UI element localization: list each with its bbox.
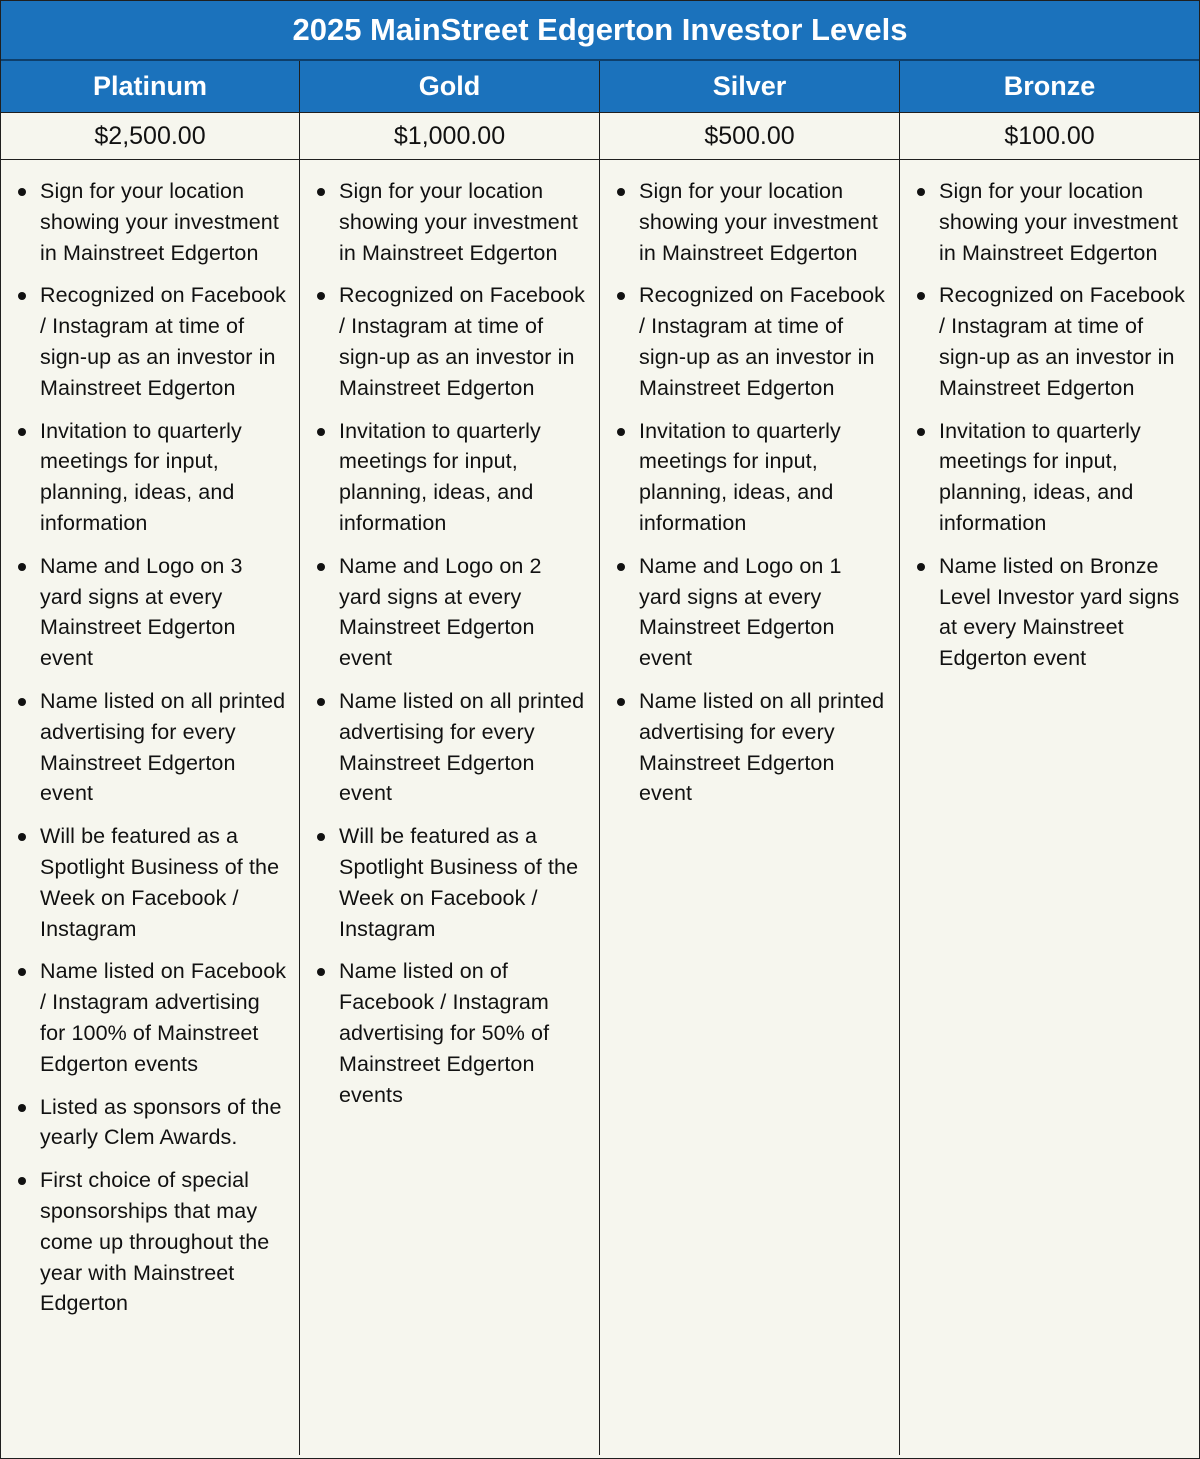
benefit-text: Name listed on Bronze Level Investor yard signs at every Mainstreet Edgerton event [939,553,1180,671]
bullet-icon [317,428,325,436]
benefit-list [315,176,589,1110]
benefit-item [315,416,589,539]
benefit-text: Recognized on Facebook / Instagram at time of sign-up as an investor in Mainstreet Edgerton [939,283,1186,400]
benefit-item [915,416,1189,539]
benefit-item [315,686,589,809]
benefit-text: Name and Logo on 1 yard signs at every Mainstreet Edgerton event [639,553,842,671]
bullet-icon [18,428,26,436]
bullet-icon [617,698,625,706]
benefit-text: Will be featured as a Spotlight Business of the Week on Facebook / Instagram [339,824,579,941]
benefit-text: Invitation to quarterly meetings for input, planning, ideas, and information [939,418,1141,535]
bullet-icon [617,292,625,300]
benefit-list [915,176,1189,674]
benefit-item [16,416,289,539]
benefit-item [16,176,289,268]
benefit-item [315,956,589,1110]
tier-grid [1,61,1199,1455]
bullet-icon [317,563,325,571]
bullet-icon [317,188,325,196]
bullet-icon [617,428,625,436]
benefit-item [16,280,289,403]
bullet-icon [917,428,925,436]
benefit-text: Invitation to quarterly meetings for input, planning, ideas, and information [639,418,841,535]
benefit-item [615,176,889,268]
benefit-text: Name and Logo on 3 yard signs at every Mainstreet Edgerton event [40,553,243,671]
bullet-icon [317,968,325,976]
benefit-item [16,551,289,674]
bullet-icon [617,563,625,571]
benefit-item [315,821,589,944]
benefit-item [615,551,889,674]
bullet-icon [18,188,26,196]
tier-price-silver: $500.00 [600,113,900,160]
benefit-text: Name listed on Facebook / Instagram advertising for 100% of Mainstreet Edgerton events [40,959,287,1076]
tier-benefits-gold [300,160,600,1455]
bullet-icon [18,698,26,706]
benefit-item [915,280,1189,403]
tier-name-bronze: Bronze [900,61,1199,113]
benefit-text: Invitation to quarterly meetings for input, planning, ideas, and information [339,418,541,535]
benefit-text: Recognized on Facebook / Instagram at time of sign-up as an investor in Mainstreet Edgerton [639,283,886,400]
tier-benefits-silver [600,160,900,1455]
bullet-icon [617,188,625,196]
benefit-item [16,1092,289,1154]
tier-name-gold: Gold [300,61,600,113]
benefit-list [16,176,289,1319]
bullet-icon [917,188,925,196]
tier-price-bronze: $100.00 [900,113,1199,160]
bullet-icon [18,563,26,571]
benefit-text: Will be featured as a Spotlight Business of the Week on Facebook / Instagram [40,824,280,941]
tier-benefits-platinum [1,160,300,1455]
benefit-item [915,551,1189,674]
bullet-icon [317,698,325,706]
benefit-item [16,821,289,944]
benefit-list [615,176,889,809]
benefit-item [615,416,889,539]
table-title: 2025 MainStreet Edgerton Investor Levels [1,1,1199,61]
bullet-icon [317,292,325,300]
bullet-icon [18,968,26,976]
benefit-text: Sign for your location showing your investment in Mainstreet Edgerton [339,179,578,265]
tier-name-platinum: Platinum [1,61,300,113]
benefit-text: Sign for your location showing your investment in Mainstreet Edgerton [639,179,878,265]
benefit-text: Recognized on Facebook / Instagram at time of sign-up as an investor in Mainstreet Edgerton [339,283,586,400]
benefit-item [615,686,889,809]
tier-price-platinum: $2,500.00 [1,113,300,160]
benefit-item [315,280,589,403]
benefit-text: Invitation to quarterly meetings for input, planning, ideas, and information [40,418,242,535]
benefit-item [16,686,289,809]
bullet-icon [18,833,26,841]
tier-price-gold: $1,000.00 [300,113,600,160]
benefit-text: Name listed on all printed advertising for every Mainstreet Edgerton event [339,688,585,806]
tier-benefits-bronze [900,160,1199,1455]
benefit-text: Listed as sponsors of the yearly Clem Awards. [40,1094,282,1150]
benefit-item [16,956,289,1079]
benefit-text: Name listed on all printed advertising for every Mainstreet Edgerton event [639,688,885,806]
benefit-text: Name listed on of Facebook / Instagram advertising for 50% of Mainstreet Edgerton events [339,959,550,1107]
bullet-icon [917,292,925,300]
benefit-item [915,176,1189,268]
bullet-icon [917,563,925,571]
benefit-item [315,551,589,674]
bullet-icon [18,1104,26,1112]
benefit-item [615,280,889,403]
benefit-text: Name and Logo on 2 yard signs at every Mainstreet Edgerton event [339,553,542,671]
bullet-icon [18,292,26,300]
bullet-icon [317,833,325,841]
benefit-item [16,1165,289,1319]
tier-name-silver: Silver [600,61,900,113]
benefit-text: Sign for your location showing your investment in Mainstreet Edgerton [40,179,279,265]
benefit-text: Sign for your location showing your investment in Mainstreet Edgerton [939,179,1178,265]
benefit-text: First choice of special sponsorships that may come up throughout the year with Mainstreet Edgerton [40,1168,270,1316]
benefit-text: Name listed on all printed advertising for every Mainstreet Edgerton event [40,688,286,806]
bullet-icon [18,1177,26,1185]
benefit-text: Recognized on Facebook / Instagram at time of sign-up as an investor in Mainstreet Edgerton [40,283,287,400]
benefit-item [315,176,589,268]
